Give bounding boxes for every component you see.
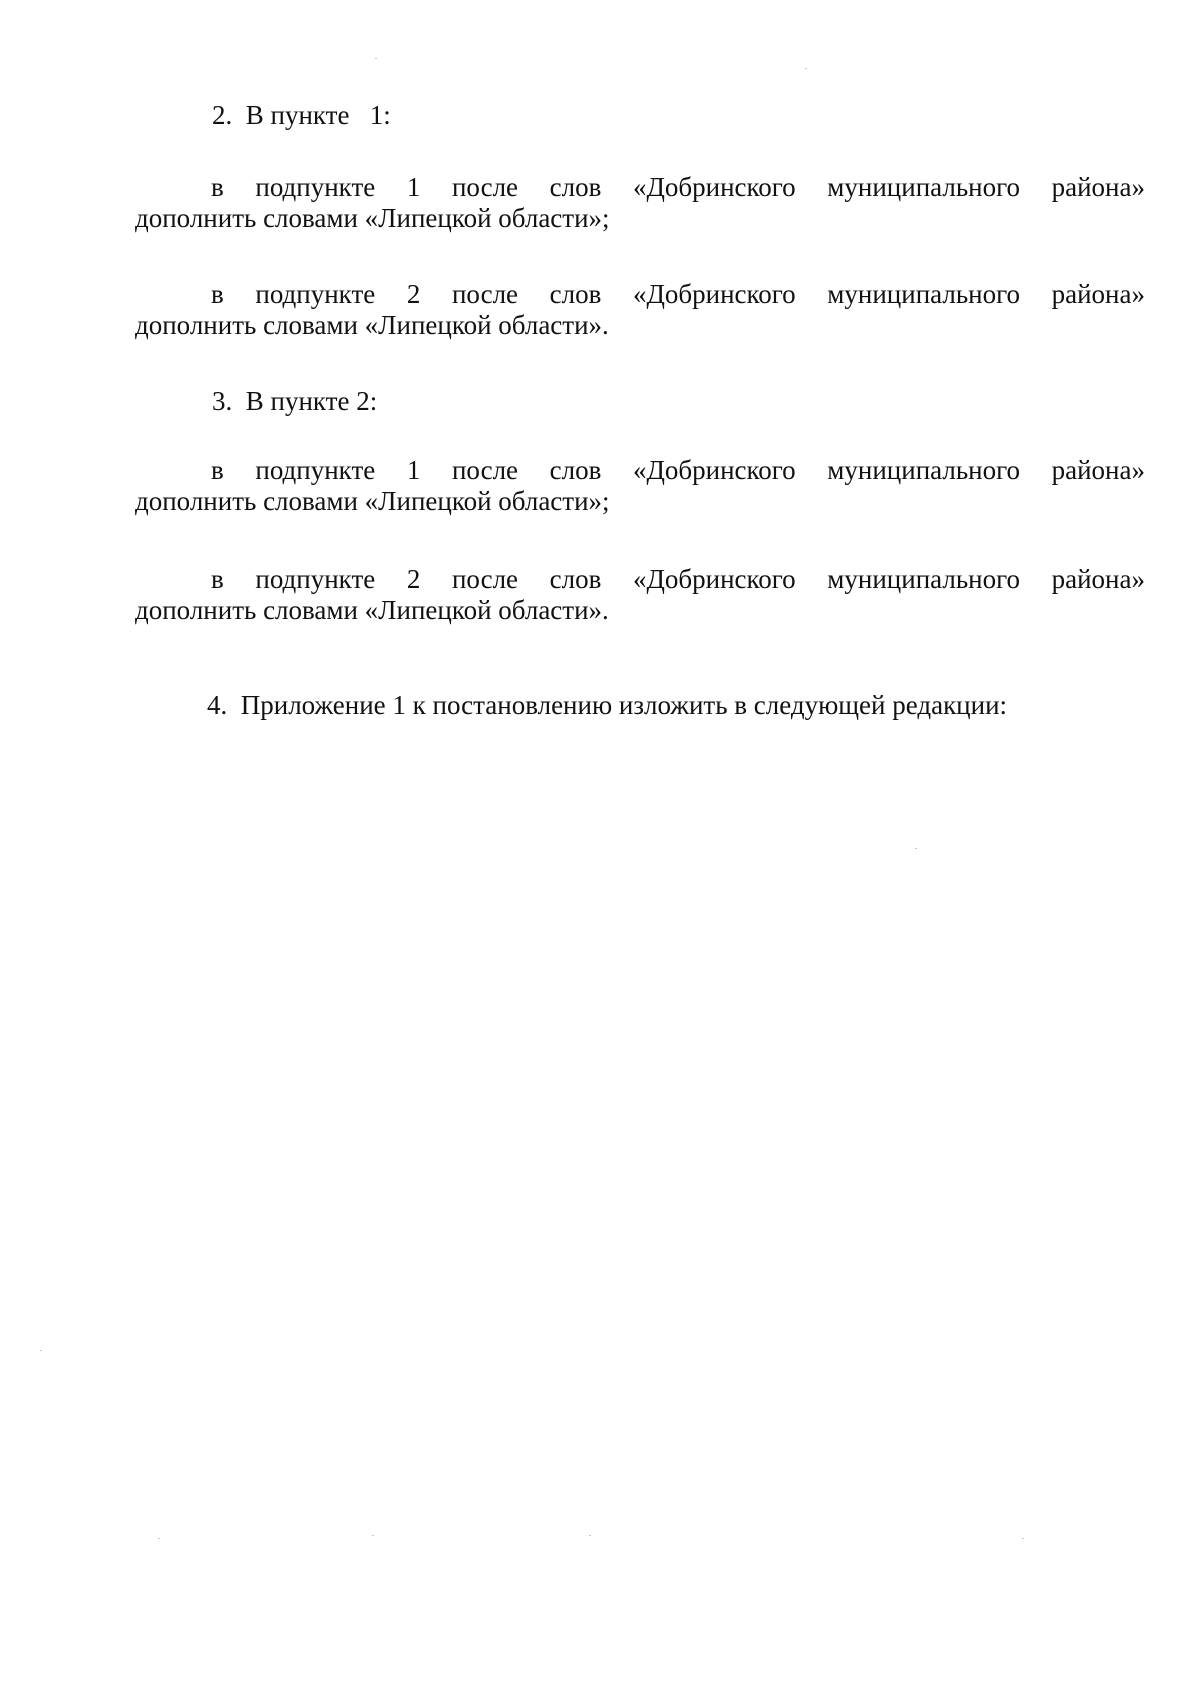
- paragraph-line: в подпункте 2 после слов «Добринского муниципального района»: [211, 564, 1145, 594]
- paragraph-line: в подпункте 2 после слов «Добринского муниципального района»: [211, 279, 1145, 309]
- paragraph-line: в подпункте 1 после слов «Добринского муниципального района»: [211, 172, 1145, 202]
- scan-speck: [915, 848, 917, 849]
- scan-speck: [805, 68, 807, 69]
- paragraph-line: дополнить словами «Липецкой области»;: [135, 203, 610, 233]
- item-2-subitem-1: [135, 172, 1145, 234]
- item-2-heading: 2. В пункте 1:: [212, 100, 391, 130]
- item-2-subitem-2: [135, 279, 1145, 341]
- item-3-subitem-1: [135, 455, 1145, 517]
- scan-speck: [589, 1535, 591, 1536]
- paragraph-line: дополнить словами «Липецкой области»;: [135, 486, 610, 516]
- scan-speck: [40, 1350, 42, 1351]
- paragraph-line: в подпункте 1 после слов «Добринского муниципального района»: [211, 455, 1145, 485]
- paragraph-line: дополнить словами «Липецкой области».: [135, 310, 609, 340]
- scan-speck: [372, 1535, 374, 1536]
- scan-speck: [1022, 1538, 1024, 1539]
- item-3-heading: 3. В пункте 2:: [212, 386, 378, 416]
- scan-speck: [158, 1538, 160, 1539]
- item-3-subitem-2: [135, 564, 1145, 626]
- item-4-heading: 4. Приложение 1 к постановлению изложить в следующей редакции:: [207, 690, 1008, 720]
- scan-speck: [375, 58, 377, 59]
- paragraph-line: дополнить словами «Липецкой области».: [135, 595, 609, 625]
